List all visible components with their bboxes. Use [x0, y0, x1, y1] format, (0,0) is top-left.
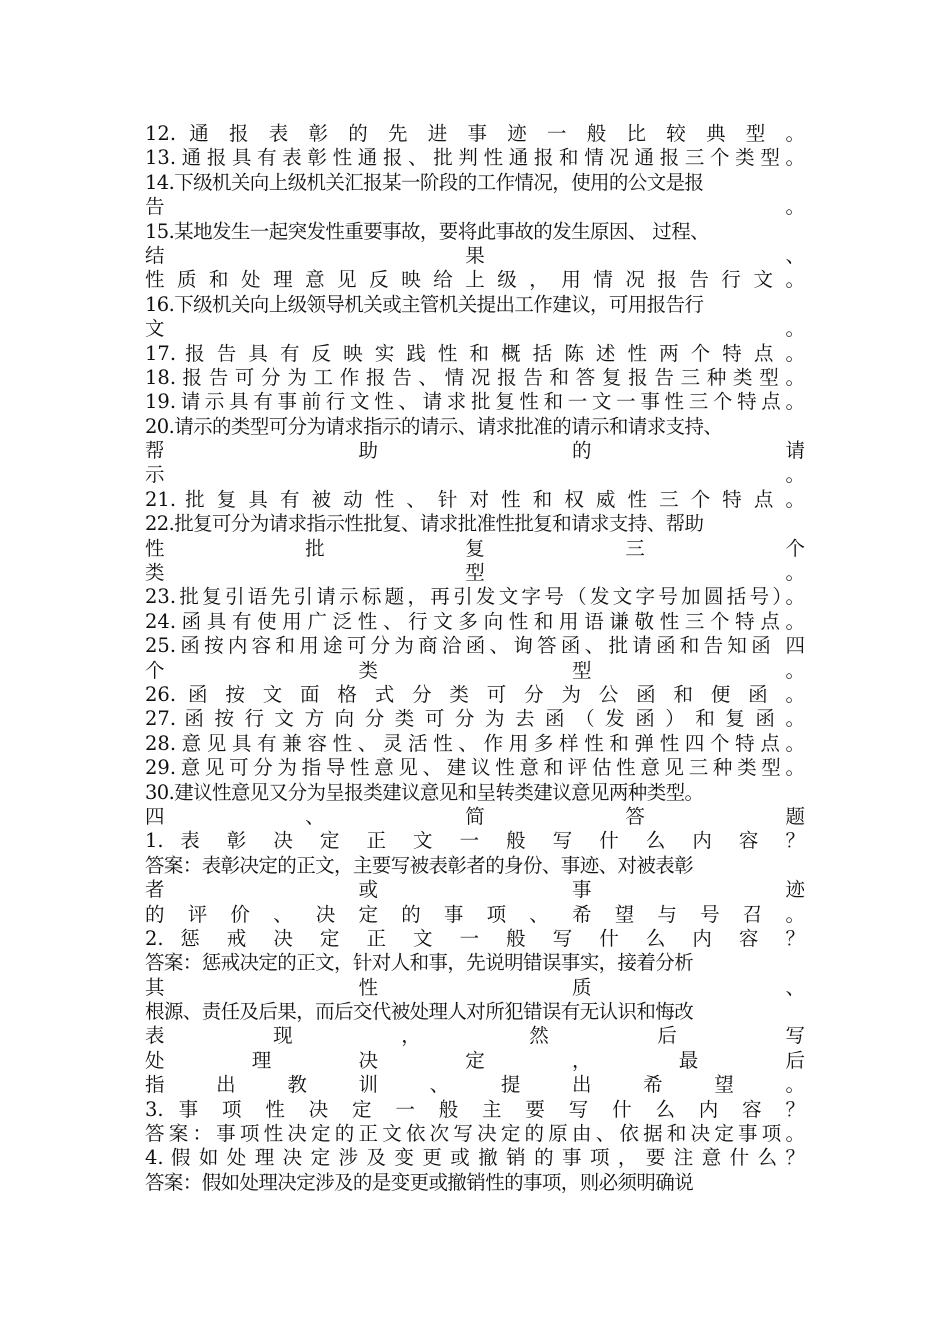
text-line: 16.下级机关向上级领导机关或主管机关提出工作建议，可用报告行 — [145, 292, 704, 316]
text-line: 20.请示的类型可分为请求指示的请示、请求批准的请示和请求支持、 — [145, 414, 723, 438]
text-line: 表 现 ， 然 后 写 — [145, 1024, 805, 1048]
text-line: 帮 助 的 请 — [145, 439, 805, 463]
text-line: 22.批复可分为请求指示性批复、请求批准性批复和请求支持、帮助 — [145, 512, 704, 536]
text-line: 者 或 事 迹 — [145, 878, 805, 902]
text-line: 30.建议性意见又分为呈报类建议意见和呈转类建议意见两种类型。 — [145, 780, 704, 804]
text-line: 文 。 — [145, 317, 805, 341]
text-line: 答案：表彰决定的正文，主要写被表彰者的身份、事迹、对被表彰 — [145, 853, 694, 877]
text-line: 21. 批 复 具 有 被 动 性 、 针 对 性 和 权 威 性 三 个 特 点 。 — [145, 487, 805, 511]
text-line: 12. 通 报 表 彰 的 先 进 事 迹 一 般 比 较 典 型 。 — [145, 122, 805, 145]
text-line: 的 评 价 、 决 定 的 事 项 、 希 望 与 号 召 。 — [145, 902, 805, 926]
text-line: 2. 惩 戒 决 定 正 文 一 般 写 什 么 内 容 ？ — [145, 926, 805, 950]
text-line: 结 果 、 — [145, 243, 805, 267]
text-line: 示 。 — [145, 463, 805, 487]
text-line: 26. 函 按 文 面 格 式 分 类 可 分 为 公 函 和 便 函 。 — [145, 682, 805, 706]
text-line: 性 批 复 三 个 — [145, 536, 805, 560]
text-line: 告 。 — [145, 195, 805, 219]
text-line: 24.函具有使用广泛性、行文多向性和用语谦敬性三个特点。 — [145, 609, 805, 633]
text-line: 答案：惩戒决定的正文，针对人和事，先说明错误事实，接着分析 — [145, 951, 694, 975]
text-line: 25.函按内容和用途可分为商洽函、询答函、批请函和告知函 四 — [145, 634, 805, 658]
text-line: 28.意见具有兼容性、灵活性、作用多样性和弹性四个特点。 — [145, 731, 805, 755]
text-line: 19.请示具有事前行文性、请求批复性和一文一事性三个特点。 — [145, 390, 805, 414]
text-line: 23.批复引语先引请示标题，再引发文字号（发文字号加圆括号）。 — [145, 585, 805, 609]
text-line: 18. 报 告 可 分 为 工 作 报 告 、 情 况 报 告 和 答 复 报 告 三 种 类 型 。 — [145, 365, 805, 389]
text-line: 处 理 决 定 ， 最 后 — [145, 1048, 805, 1072]
text-line: 四 、 简 答 题 — [145, 804, 805, 828]
text-line: 13.通报具有表彰性通报、批判性通报和情况通报三个类型。 — [145, 146, 805, 170]
text-line: 15.某地发生一起突发性重要事故，要将此事故的发生原因、 过程、 — [145, 219, 710, 243]
text-line: 4. 假 如 处 理 决 定 涉 及 变 更 或 撤 销 的 事 项 ， 要 注 意 什 么 ？ — [145, 1146, 805, 1170]
text-line: 根源、责任及后果，而后交代被处理人对所犯错误有无认识和悔改 — [145, 1000, 694, 1024]
text-line: 其 性 质 、 — [145, 975, 805, 999]
text-line: 答案：假如处理决定涉及的是变更或撤销性的事项，则必须明确说 — [145, 1170, 694, 1194]
text-line: 个 类 型 。 — [145, 658, 805, 682]
text-line: 答案：事项性决定的正文依次写决定的原由、依据和决定事项。 — [145, 1122, 805, 1146]
text-line: 性 质 和 处 理 意 见 反 映 给 上 级 ， 用 情 况 报 告 行 文 。 — [145, 268, 805, 292]
text-line: 17. 报 告 具 有 反 映 实 践 性 和 概 括 陈 述 性 两 个 特 点 。 — [145, 341, 805, 365]
text-line: 27. 函 按 行 文 方 向 分 类 可 分 为 去 函 （ 发 函 ） 和 复 函 。 — [145, 707, 805, 731]
text-line: 类 型 。 — [145, 561, 805, 585]
text-line: 3. 事 项 性 决 定 一 般 主 要 写 什 么 内 容 ？ — [145, 1097, 805, 1121]
text-line: 29.意见可分为指导性意见、建议性意和评估性意见三种类型。 — [145, 756, 805, 780]
document-page — [145, 122, 805, 1195]
text-line: 指 出 教 训 、 提 出 希 望 。 — [145, 1073, 805, 1097]
text-line: 14.下级机关向上级机关汇报某一阶段的工作情况，使用的公文是报 — [145, 170, 704, 194]
text-line: 1. 表 彰 决 定 正 文 一 般 写 什 么 内 容 ？ — [145, 829, 805, 853]
